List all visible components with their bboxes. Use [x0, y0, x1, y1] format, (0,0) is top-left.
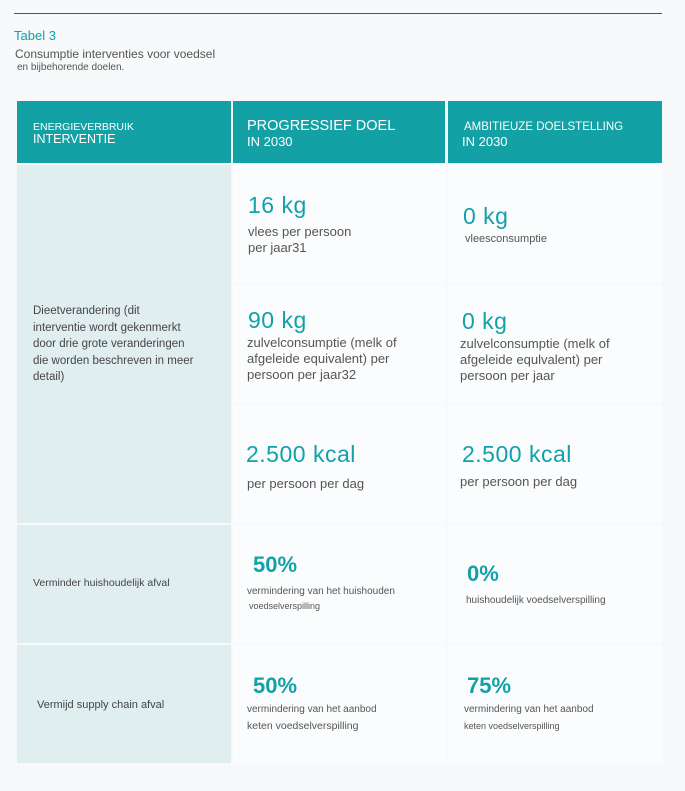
row-label-dieetverandering: [17, 165, 231, 523]
dairy-ambitious-desc: zulvelconsumptie (melk of afgeleide equlvalent) per persoon per jaar: [460, 336, 610, 383]
header-col2-line1: PROGRESSIEF DOEL: [247, 118, 396, 134]
header-col1-line1: ENERGIEVERBRUIK: [33, 121, 134, 133]
supply-ambitious-desc: vermindering van het aanbod keten voedselverspilling: [464, 704, 594, 731]
kcal-ambitious-value: 2.500 kcal: [462, 441, 572, 467]
row-label-household: [17, 525, 231, 643]
household-ambitious-desc: huishoudelijk voedselverspilling: [466, 595, 606, 606]
table-subtitle-continued: en bijbehorende doelen.: [17, 62, 125, 73]
kcal-ambitious-desc: per persoon per dag: [460, 474, 578, 489]
cell-household-ambitious: [448, 525, 662, 643]
supply-ambitious-value: 75%: [467, 673, 512, 698]
household-ambitious-value: 0%: [467, 561, 499, 586]
table-label: Tabel 3: [14, 28, 56, 43]
cell-meat-progressive: [233, 165, 445, 283]
diet-label: Dieetverandering (dit interventie wordt gekenmerkt door drie grote veranderingen die worden beschreven in meer detail): [33, 305, 194, 383]
cell-supply-progressive: [233, 645, 445, 763]
supply-progressive-desc: vermindering van het aanbod keten voedselverspilling: [247, 704, 377, 732]
supply-label: Vermijd supply chain afval: [37, 699, 165, 711]
kcal-progressive-value: 2.500 kcal: [246, 441, 356, 467]
cell-dairy-progressive: [233, 285, 445, 403]
header-col1-line2: INTERVENTIE: [33, 132, 116, 146]
header-col3-line2: IN 2030: [462, 134, 508, 149]
dairy-progressive-value: 90 kg: [248, 307, 307, 333]
cell-supply-ambitious: [448, 645, 662, 763]
cell-kcal-progressive: [233, 405, 445, 523]
meat-ambitious-desc: vleesconsumptie: [465, 233, 547, 245]
top-rule: [14, 13, 662, 14]
kcal-progressive-desc: per persoon per dag: [247, 476, 365, 491]
household-progressive-desc: vermindering van het huishouden voedselverspilling: [247, 586, 395, 611]
header-ambitieus: [448, 101, 662, 163]
table-subtitle: Consumptie interventies voor voedsel: [15, 47, 216, 61]
row-label-supply-chain: [17, 645, 231, 763]
meat-progressive-value: 16 kg: [248, 192, 307, 218]
cell-household-progressive: [233, 525, 445, 643]
cell-dairy-ambitious: [448, 285, 662, 403]
dairy-ambitious-value: 0 kg: [462, 308, 508, 334]
cell-meat-ambitious: [448, 165, 662, 283]
dairy-progressive-desc: zulvelconsumptie (melk of afgeleide equivalent) per persoon per jaar32: [247, 335, 397, 382]
cell-kcal-ambitious: [448, 405, 662, 523]
household-progressive-value: 50%: [253, 552, 298, 577]
header-interventie: [17, 101, 231, 163]
header-progressief: [233, 101, 445, 163]
meat-ambitious-value: 0 kg: [463, 203, 509, 229]
meat-progressive-desc: vlees per persoon per jaar31: [248, 224, 352, 255]
header-col3-line1: AMBITIEUZE DOELSTELLING: [464, 121, 624, 133]
household-label: Verminder huishoudelijk afval: [33, 577, 170, 589]
header-col2-line2: IN 2030: [247, 134, 293, 149]
supply-progressive-value: 50%: [253, 673, 298, 698]
